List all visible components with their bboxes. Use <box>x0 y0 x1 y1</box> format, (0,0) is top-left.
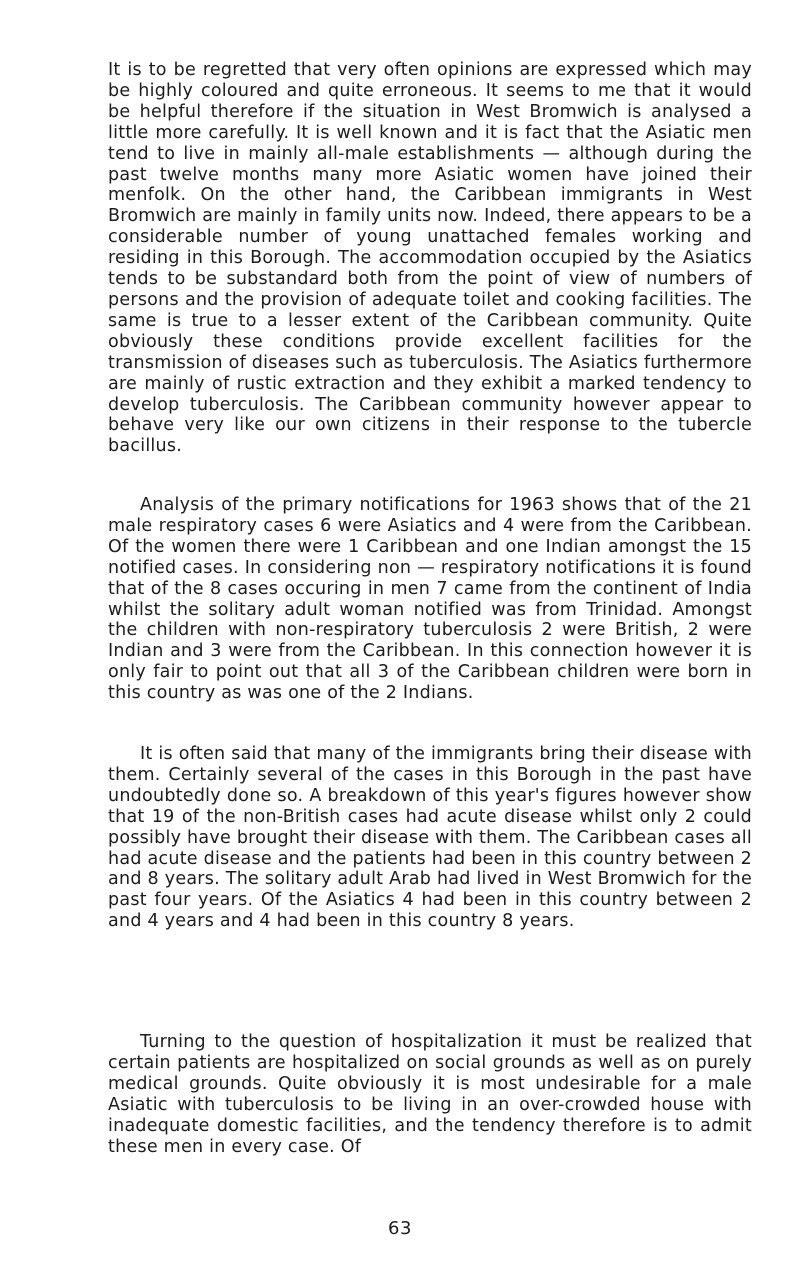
paragraph-imported-disease: It is often said that many of the immigrants bring their disease with them. Certainly several of the cases in this Borough in the past have undoubtedly done so. A breakdown of this year's figures however show that 19 of the non-British cases had acute disease whilst only 2 could possibly have brought their disease with them. The Caribbean cases all had acute disease and the patients had been in this country between 2 and 8 years. The solitary adult Arab had lived in West Bromwich for the past four years. Of the Asiatics 4 had been in this country between 2 and 4 years and 4 had been in this country 8 years. <box>108 744 752 932</box>
paragraph-immigrant-housing: It is to be regretted that very often opinions are expressed which may be highly coloured and quite erroneous. It seems to me that it would be helpful therefore if the situation in West Bromwich is analysed a little more carefully. It is well known and it is fact that the Asiatic men tend to live in mainly all-male establishments — although during the past twelve months many more Asiatic women have joined their menfolk. On the other hand, the Caribbean immigrants in West Bromwich are mainly in family units now. Indeed, there appears to be a considerable number of young unattached females working and residing in this Borough. The accommodation occupied by the Asiatics tends to be substandard both from the point of view of numbers of persons and the provision of adequate toilet and cooking facilities. The same is true to a lesser extent of the Caribbean community. Quite obviously these conditions provide excellent facilities for the transmission of diseases such as tuberculosis. The Asiatics furthermore are mainly of rustic extraction and they exhibit a marked tendency to develop tuberculosis. The Caribbean community however appear to behave very like our own citizens in their response to the tubercle bacillus. <box>108 60 752 457</box>
paragraph-notification-analysis: Analysis of the primary notifications for 1963 shows that of the 21 male respiratory cases 6 were Asiatics and 4 were from the Caribbean. Of the women there were 1 Caribbean and one Indian amongst the 15 notified cases. In considering non — respiratory notifications it is found that of the 8 cases occuring in men 7 came from the continent of India whilst the solitary adult woman notified was from Trinidad. Amongst the children with non-respiratory tuberculosis 2 were British, 2 were Indian and 3 were from the Caribbean. In this connection however it is only fair to point out that all 3 of the Caribbean children were born in this country as was one of the 2 Indians. <box>108 495 752 704</box>
paragraph-hospitalization: Turning to the question of hospitalization it must be realized that certain patients are hospitalized on social grounds as well as on purely medical grounds. Quite obviously it is most undesirable for a male Asiatic with tuberculosis to be living in an over-crowded house with inadequate domestic facilities, and the tendency therefore is to admit these men in every case. Of <box>108 1032 752 1157</box>
page-number: 63 <box>388 1218 412 1239</box>
